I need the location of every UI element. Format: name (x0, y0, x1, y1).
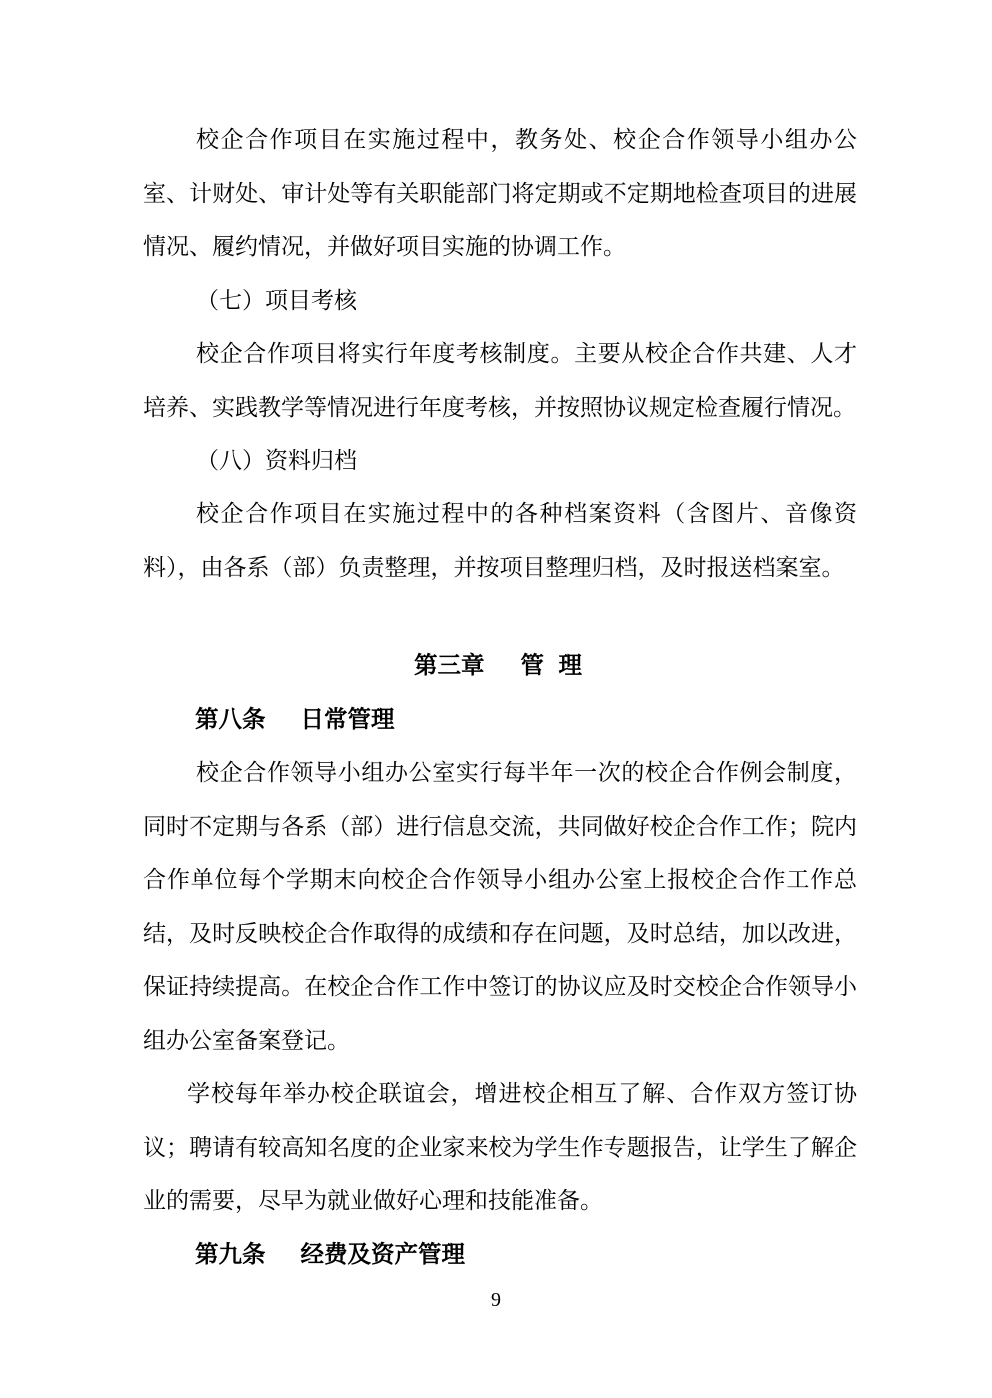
article-heading-9 (143, 1228, 909, 1282)
paragraph-annual-assessment: 校企合作项目将实行年度考核制度。主要从校企合作共建、人才培养、实践教学等情况进行年度考核，并按照协议规定检查履行情况。 (143, 341, 857, 420)
chapter-title: 管 理 (520, 652, 587, 678)
article-number: 第八条 (195, 706, 266, 732)
article-number: 第九条 (195, 1241, 266, 1267)
chapter-number: 第三章 (413, 652, 485, 678)
paragraph-archiving: 校企合作项目在实施过程中的各种档案资料（含图片、音像资料），由各系（部）负责整理，并按项目整理归档，及时报送档案室。 (143, 501, 857, 580)
article-title: 经费及资产管理 (300, 1241, 465, 1267)
clause-item-7: （七）项目考核 (196, 288, 357, 313)
chapter-heading (143, 639, 857, 693)
clause-item-8: （八）资料归档 (196, 448, 357, 473)
article-heading-8 (143, 693, 909, 747)
page-number: 9 (491, 1289, 501, 1311)
article-title: 日常管理 (300, 706, 395, 732)
paragraph-project-supervision: 校企合作项目在实施过程中，教务处、校企合作领导小组办公室、计财处、审计处等有关职能部门将定期或不定期地检查项目的进展情况、履约情况，并做好项目实施的协调工作。 (143, 127, 857, 259)
paragraph-daily-management: 校企合作领导小组办公室实行每半年一次的校企合作例会制度，同时不定期与各系（部）进行信息交流，共同做好校企合作工作；院内合作单位每个学期末向校企合作领导小组办公室上报校企合作工作总结，及时反映校企合作取得的成绩和存在问题，及时总结，加以改进，保证持续提高。在校企合作工作中签订的协议应及时交校企合作领导小组办公室备案登记。 (143, 760, 857, 1053)
paragraph-annual-networking: 学校每年举办校企联谊会，增进校企相互了解、合作双方签订协议；聘请有较高知名度的企业家来校为学生作专题报告，让学生了解企业的需要，尽早为就业做好心理和技能准备。 (143, 1081, 857, 1213)
